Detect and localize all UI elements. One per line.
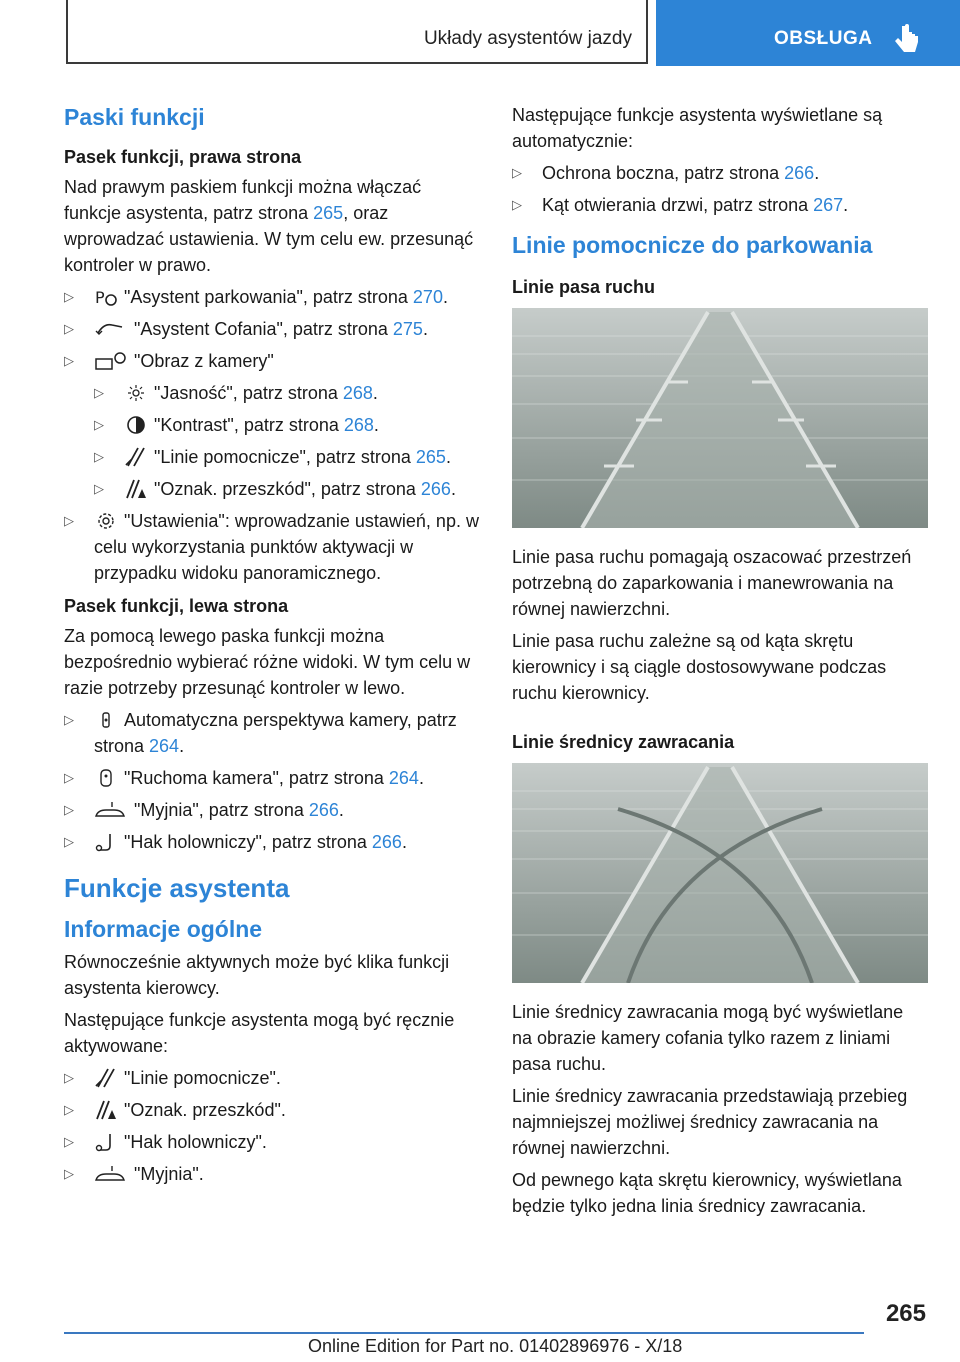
page-link[interactable]: 270 <box>412 287 443 307</box>
page-link[interactable]: 275 <box>392 319 423 339</box>
bullet-icon: ▷ <box>512 165 522 180</box>
bullet-icon: ▷ <box>64 353 74 368</box>
page-link[interactable]: 267 <box>813 195 844 215</box>
paragraph-general-1: Równocześnie aktywnych może być klika funkcji asystenta kierowcy. <box>64 952 450 998</box>
list-item: ▷ "Kontrast", patrz strona 268. <box>64 412 480 438</box>
bullet-icon: ▷ <box>94 385 104 400</box>
parking-assistant-icon <box>94 287 118 307</box>
bullet-icon: ▷ <box>64 1134 74 1149</box>
page-header <box>0 0 960 66</box>
brightness-icon <box>124 383 148 403</box>
paragraph-lane-1: Linie pasa ruchu pomagają oszacować przestrzeń potrzebną do zaparkowania i manewrowania na równej nawierzchni. <box>512 547 912 619</box>
paragraph-turning-3: Od pewnego kąta skrętu kierownicy, wyświetlana będzie tylko jedna linia średnicy zawracania. <box>512 1170 902 1216</box>
list-item: ▷ Kąt otwierania drzwi, patrz strona 267. <box>512 192 928 218</box>
auto-functions-list <box>512 160 928 218</box>
guide-lines-icon <box>94 1068 118 1088</box>
page-number: 265 <box>885 1300 926 1327</box>
bullet-icon: ▷ <box>64 1070 74 1085</box>
paragraph-auto-functions: Następujące funkcje asystenta wyświetlane są automatycznie: <box>512 105 883 151</box>
bullet-icon: ▷ <box>64 1166 74 1181</box>
page-link[interactable]: 266 <box>420 479 451 499</box>
footer-divider <box>64 1332 864 1334</box>
trailer-hitch-icon <box>94 832 118 852</box>
bullet-icon: ▷ <box>64 321 74 336</box>
page-link[interactable]: 268 <box>343 415 374 435</box>
manual-functions-list <box>64 1065 480 1187</box>
contrast-icon <box>124 415 148 435</box>
left-bar-list <box>64 707 480 855</box>
bullet-icon: ▷ <box>64 712 74 727</box>
heading-general-info: Informacje ogólne <box>64 916 263 942</box>
auto-camera-view-icon <box>94 710 118 730</box>
settings-gear-icon <box>94 511 118 531</box>
paragraph-turning-1: Linie średnicy zawracania mogą być wyświetlane na obrazie kamery cofania tylko razem z liniami pasa ruchu. <box>512 1002 904 1074</box>
left-column <box>64 96 480 1195</box>
list-item: ▷ "Linie pomocnicze". <box>64 1065 480 1091</box>
lane-lines-image <box>512 308 928 528</box>
list-item: ▷ P "Asystent parkowania", patrz strona 270. <box>64 284 480 310</box>
car-wash-icon <box>94 1164 128 1184</box>
heading-assistant-functions: Funkcje asystenta <box>64 873 290 903</box>
bullet-icon: ▷ <box>64 834 74 849</box>
list-item: ▷ "Jasność", patrz strona 268. <box>64 380 480 406</box>
page-link[interactable]: 265 <box>313 203 344 223</box>
bullet-icon: ▷ <box>64 802 74 817</box>
lane-lines-figure <box>512 308 928 528</box>
subheading-turning-circle: Linie średnicy zawracania <box>512 732 735 752</box>
page-link[interactable]: 266 <box>308 800 339 820</box>
list-item: ▷ Ochrona boczna, patrz strona 266. <box>512 160 928 186</box>
bullet-icon: ▷ <box>64 770 74 785</box>
page-link[interactable]: 264 <box>149 736 180 756</box>
list-item: ▷ "Ustawienia": wprowadzanie ustawień, np. w celu wykorzystania punktów aktywacji w przypadku widoku panoramicznego. <box>64 508 480 586</box>
subheading-right-bar: Pasek funkcji, prawa strona <box>64 147 302 167</box>
chapter-title: OBSŁUGA <box>774 28 873 49</box>
list-item: ▷ "Ruchoma kamera", patrz strona 264. <box>64 765 480 791</box>
section-title: Układy asystentów jazdy <box>423 28 632 49</box>
paragraph-right-bar: Nad prawym paskiem funkcji można włączać funkcje asystenta, patrz strona 265, oraz wprowadzać ustawienia. W tym celu ew. przesunąć kontroler w prawo. <box>64 177 474 275</box>
page-link[interactable]: 264 <box>388 768 419 788</box>
bullet-icon: ▷ <box>94 449 104 464</box>
subheading-left-bar: Pasek funkcji, lewa strona <box>64 596 289 616</box>
heading-parking-lines: Linie pomocnicze do parkowania <box>512 232 873 258</box>
obstacle-marking-icon <box>124 479 148 499</box>
list-item: ▷ Automatyczna perspektywa kamery, patrz strona 264. <box>64 707 480 759</box>
bullet-icon: ▷ <box>512 197 522 212</box>
bullet-icon: ▷ <box>94 481 104 496</box>
reversing-assistant-icon <box>94 319 128 339</box>
list-item: ▷ "Linie pomocnicze", patrz strona 265. <box>64 444 480 470</box>
bullet-icon: ▷ <box>64 289 74 304</box>
turning-circle-image <box>512 763 928 983</box>
bullet-icon: ▷ <box>64 1102 74 1117</box>
car-wash-icon <box>94 800 128 820</box>
subheading-lane-lines: Linie pasa ruchu <box>512 277 656 297</box>
list-item: ▷ "Obraz z kamery" <box>64 348 480 374</box>
turning-circle-figure <box>512 763 928 983</box>
right-column <box>512 96 928 1225</box>
heading-function-bars: Paski funkcji <box>64 104 205 130</box>
trailer-hitch-icon <box>94 1132 118 1152</box>
list-item: ▷ "Myjnia". <box>64 1161 480 1187</box>
paragraph-general-2: Następujące funkcje asystenta mogą być ręcznie aktywowane: <box>64 1010 455 1056</box>
paragraph-turning-2: Linie średnicy zawracania przedstawiają przebieg najmniejszej możliwej średnicy zawracania na równej nawierzchni. <box>512 1086 908 1158</box>
bullet-icon: ▷ <box>94 417 104 432</box>
page-link[interactable]: 265 <box>415 447 446 467</box>
bullet-icon: ▷ <box>64 513 74 528</box>
hand-pointer-icon <box>894 24 920 56</box>
list-item: ▷ "Hak holowniczy", patrz strona 266. <box>64 829 480 855</box>
camera-image-icon <box>94 351 128 371</box>
page-link[interactable]: 268 <box>342 383 373 403</box>
page-link[interactable]: 266 <box>784 163 815 183</box>
list-item: ▷ "Hak holowniczy". <box>64 1129 480 1155</box>
svg-text:P: P <box>95 288 105 307</box>
section-tab <box>66 0 648 64</box>
list-item: ▷ "Oznak. przeszkód". <box>64 1097 480 1123</box>
right-bar-list <box>64 284 480 586</box>
page-link[interactable]: 266 <box>371 832 402 852</box>
list-item: ▷ "Asystent Cofania", patrz strona 275. <box>64 316 480 342</box>
obstacle-marking-icon <box>94 1100 118 1120</box>
guide-lines-icon <box>124 447 148 467</box>
movable-camera-icon <box>94 768 118 788</box>
footer-edition: Online Edition for Part no. 01402896976 - X/18 <box>308 1336 683 1356</box>
paragraph-left-bar: Za pomocą lewego paska funkcji można bezpośrednio wybierać różne widoki. W tym celu w razie potrzeby przesunąć kontroler w lewo. <box>64 626 471 698</box>
paragraph-lane-2: Linie pasa ruchu zależne są od kąta skrętu kierownicy i są ciągle dostosowywane podczas ruchu kierownicy. <box>512 631 887 703</box>
list-item: ▷ "Oznak. przeszkód", patrz strona 266. <box>64 476 480 502</box>
list-item: ▷ "Myjnia", patrz strona 266. <box>64 797 480 823</box>
